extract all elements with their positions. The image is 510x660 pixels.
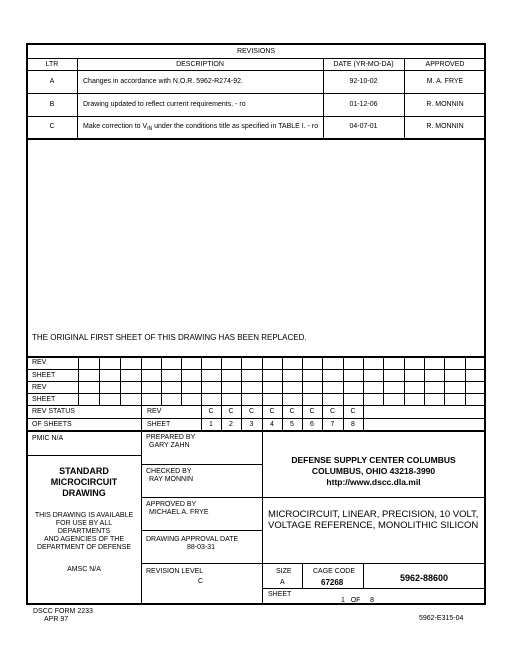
prepared-by-label: PREPARED BY [146,434,196,441]
revision-description: Drawing updated to reflect current requirements. - ro [83,101,246,108]
revision-approver: R. MONNIN [426,123,464,130]
cage-code-value: 67268 [321,578,344,587]
sheet-row-label: SHEET [32,372,56,379]
revision-level-value: C [198,578,204,585]
revision-date: 92-10-02 [349,78,378,85]
rev-status-value: C [289,408,295,415]
pmic-label: PMIC N/A [32,435,64,442]
sheet-row-label: SHEET [32,396,56,403]
rev-row-label: REV [32,359,47,366]
header-date: DATE (YR-MO-DA) [333,61,394,68]
size-label: SIZE [276,568,292,575]
rev-status-value: C [329,408,336,415]
approved-by-label: APPROVED BY [146,501,197,508]
cage-code-label: CAGE CODE [313,568,356,575]
revision-ltr: B [49,101,55,108]
sheet-number: 3 [249,421,254,428]
revision-description: Changes in accordance with N.O.R. 5962-R274-92. [83,78,243,85]
form-date: APR 97 [44,616,69,623]
approved-by-name: MICHAEL A. FRYE [149,509,209,516]
replaced-note: THE ORIGINAL FIRST SHEET OF THIS DRAWING HAS BEEN REPLACED. [32,333,307,342]
prepared-by-name: GARY ZAHN [149,442,190,449]
rev-label: REV [147,408,162,415]
checked-by-name: RAY MONNIN [149,476,194,483]
rev-status-label: REV STATUS [32,408,75,415]
form-number: DSCC FORM 2233 [33,608,93,615]
sheet-of-value: 1 OF 8 [341,597,375,604]
approval-date-value: 88-03-31 [187,544,216,551]
approval-date-label: DRAWING APPROVAL DATE [146,536,239,543]
amsc-label: AMSC N/A [67,566,101,573]
header-ltr: LTR [45,61,59,68]
revision-approver: R. MONNIN [426,101,464,108]
header-approved: APPROVED [425,61,465,68]
size-value: A [280,579,285,586]
revisions-title: REVISIONS [236,48,276,55]
sheet-number: 4 [270,421,274,428]
rev-status-value: C [248,408,255,415]
revision-date: 04-07-01 [349,123,378,130]
sheet-number: 6 [310,421,314,428]
of-sheets-label: OF SHEETS [32,421,72,428]
header-description: DESCRIPTION [176,61,224,68]
availability-notice: THIS DRAWING IS AVAILABLE FOR USE BY ALL DEPARTMENTS AND AGENCIES OF THE DEPARTMENT OF DEFENSE [34,512,134,551]
sheet-label: SHEET [268,591,292,598]
rev-status-value: C [228,408,234,415]
revision-description: Make correction to $V_{IN}$ under the conditions title as specified in TABLE I. - ro [83,123,319,132]
rev-status-value: C [269,408,275,415]
sheet-number: 1 [209,421,213,428]
revision-level-label: REVISION LEVEL [146,568,204,575]
checked-by-label: CHECKED BY [146,468,192,475]
rev-row-label: REV [32,384,47,391]
sheet-number: 8 [351,421,355,428]
sheet-number: 7 [330,421,335,428]
revision-date: 01-12-06 [349,101,378,108]
rev-status-value: C [350,408,356,415]
drawing-number: 5962-88600 [400,573,449,583]
revision-approver: M. A. FRYE [426,78,464,85]
drawing-title: MICROCIRCUIT, LINEAR, PRECISION, 10 VOLT, VOLTAGE REFERENCE, MONOLITHIC SILICON [268,509,479,531]
revision-ltr: C [49,123,55,130]
sheet-number: 5 [290,421,294,428]
standard-drawing-heading: STANDARD MICROCIRCUIT DRAWING [50,466,118,498]
document-id: 5962-E315-04 [419,615,464,622]
rev-status-value: C [309,408,315,415]
agency-block: DEFENSE SUPPLY CENTER COLUMBUS COLUMBUS, OHIO 43218-3990 http://www.dscc.dla.mil [291,455,456,487]
revision-ltr: A [49,78,55,85]
rev-status-value: C [208,408,214,415]
sheet-number: 2 [229,421,233,428]
sheet-label: SHEET [147,421,171,428]
